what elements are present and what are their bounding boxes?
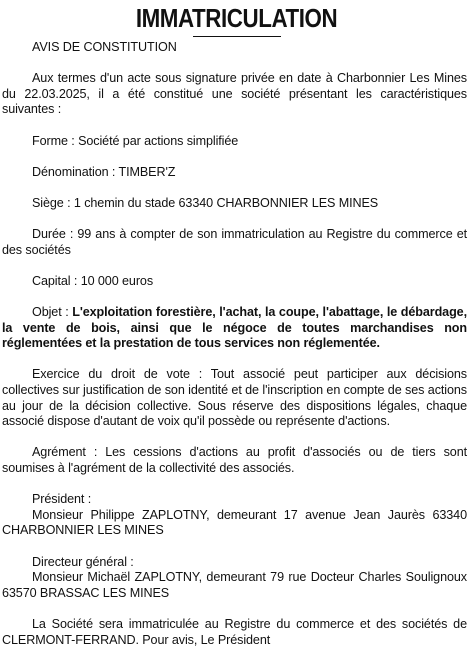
siege-line: Siège : 1 chemin du stade 63340 CHARBONNIER LES MINES [32,195,379,210]
duree-paragraph: Durée : 99 ans à compter de son immatriculation au Registre du commerce et des sociétés [2,227,467,257]
capital-line: Capital : 10 000 euros [32,273,154,288]
closing-paragraph: La Société sera immatriculée au Registre du commerce et des sociétés de CLERMONT-FERRAND. Pour avis, Le Président [2,616,467,647]
dg-paragraph: Monsieur Michaël ZAPLOTNY, demeurant 79 rue Docteur Charles Soulignoux 63570 BRASSAC LES MINES [2,570,467,600]
president-paragraph: Monsieur Philippe ZAPLOTNY, demeurant 17 avenue Jean Jaurès 63340 CHARBONNIER LES MINES [2,507,467,538]
agrement-paragraph: Agrément : Les cessions d'actions au profit d'associés ou de tiers sont soumises à l'agrément de la collectivité des associés. [2,445,467,476]
notice-title: IMMATRICULATION [135,3,338,33]
dg-label: Directeur général : [32,554,134,569]
objet-paragraph [2,305,467,352]
objet-text: L'exploitation forestière, l'achat, la coupe, l'abattage, le débardage, la vente de bois, ainsi que le négoce de toutes marchandises non réglementées et la prestation de tous services non réglementée. [2,305,467,351]
vote-paragraph: Exercice du droit de vote : Tout associé peut participer aux décisions collectives sur justification de son identité et de l'inscription en compte de ses actions au jour de la décision collective. Sous réserve des dispositions légales, chaque associé dispose d'autant de voix qu'il possède ou représente d'actions. [2,367,467,429]
avis-heading: AVIS DE CONSTITUTION [32,40,177,54]
president-label: Président : [32,492,92,507]
objet-label: Objet : [32,305,73,320]
notice-body [0,37,473,648]
forme-line: Forme : Société par actions simplifiée [32,133,239,148]
denomination-line: Dénomination : TIMBER'Z [32,164,176,179]
intro-paragraph: Aux termes d'un acte sous signature privée en date à Charbonnier Les Mines du 22.03.2025, il a été constitué une société présentant les caractéristiques suivantes : [2,71,467,117]
